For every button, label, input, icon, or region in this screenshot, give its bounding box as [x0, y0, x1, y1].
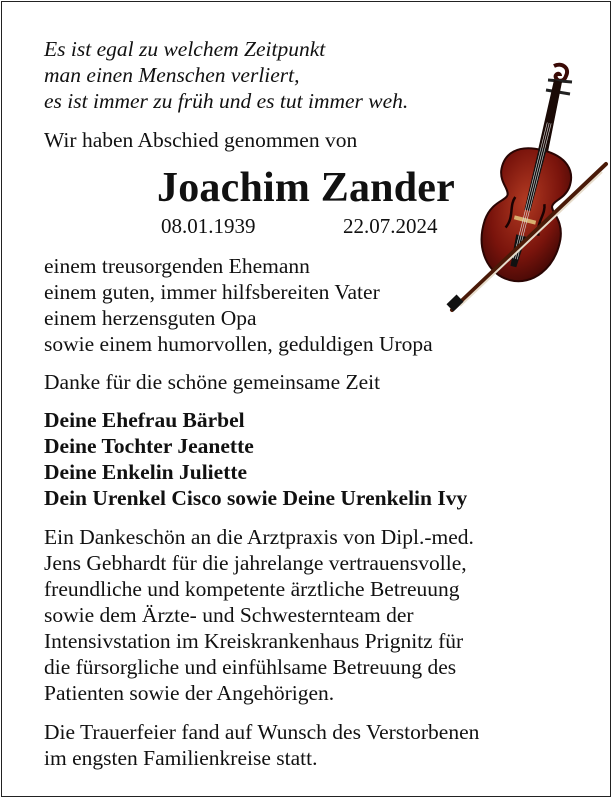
funeral-line-2: im engsten Familienkreise statt. [44, 746, 318, 770]
role-line-4: sowie einem humorvollen, geduldigen Uropa [44, 332, 433, 356]
death-date: 22.07.2024 [343, 214, 438, 238]
poem-line-1: Es ist egal zu welchem Zeitpunkt [44, 37, 326, 61]
birth-date: 08.01.1939 [161, 214, 256, 238]
acknowledgement-line-1: Ein Dankeschön an die Arztpraxis von Dipl.-med. [44, 525, 474, 549]
thanks-line: Danke für die schöne gemeinsame Zeit [44, 370, 381, 394]
mourner-line-4: Dein Urenkel Cisco sowie Deine Urenkelin Ivy [44, 486, 468, 510]
acknowledgement-line-6: die fürsorgliche und einfühlsame Betreuung des [44, 655, 457, 679]
deceased-name: Joachim Zander [157, 165, 455, 211]
mourner-line-2: Deine Tochter Jeanette [44, 434, 254, 458]
violin-with-bow-icon [430, 60, 610, 320]
poem-line-2: man einen Menschen verliert, [44, 63, 300, 87]
role-line-2: einem guten, immer hilfsbereiten Vater [44, 280, 380, 304]
acknowledgement-line-3: freundliche und kompetente ärztliche Betreuung [44, 577, 460, 601]
funeral-line-1: Die Trauerfeier fand auf Wunsch des Verstorbenen [44, 720, 480, 744]
acknowledgement-line-4: sowie dem Ärzte- und Schwesternteam der [44, 603, 414, 627]
intro-text: Wir haben Abschied genommen von [44, 128, 358, 152]
role-line-1: einem treusorgenden Ehemann [44, 254, 310, 278]
mourner-line-3: Deine Enkelin Juliette [44, 460, 248, 484]
role-line-3: einem herzensguten Opa [44, 306, 257, 330]
acknowledgement-line-5: Intensivstation im Kreiskrankenhaus Prignitz für [44, 629, 464, 653]
mourner-line-1: Deine Ehefrau Bärbel [44, 408, 245, 432]
poem-line-3: es ist immer zu früh und es tut immer weh. [44, 89, 409, 113]
acknowledgement-line-7: Patienten sowie der Angehörigen. [44, 681, 335, 705]
acknowledgement-line-2: Jens Gebhardt für die jahrelange vertrauensvolle, [44, 551, 467, 575]
